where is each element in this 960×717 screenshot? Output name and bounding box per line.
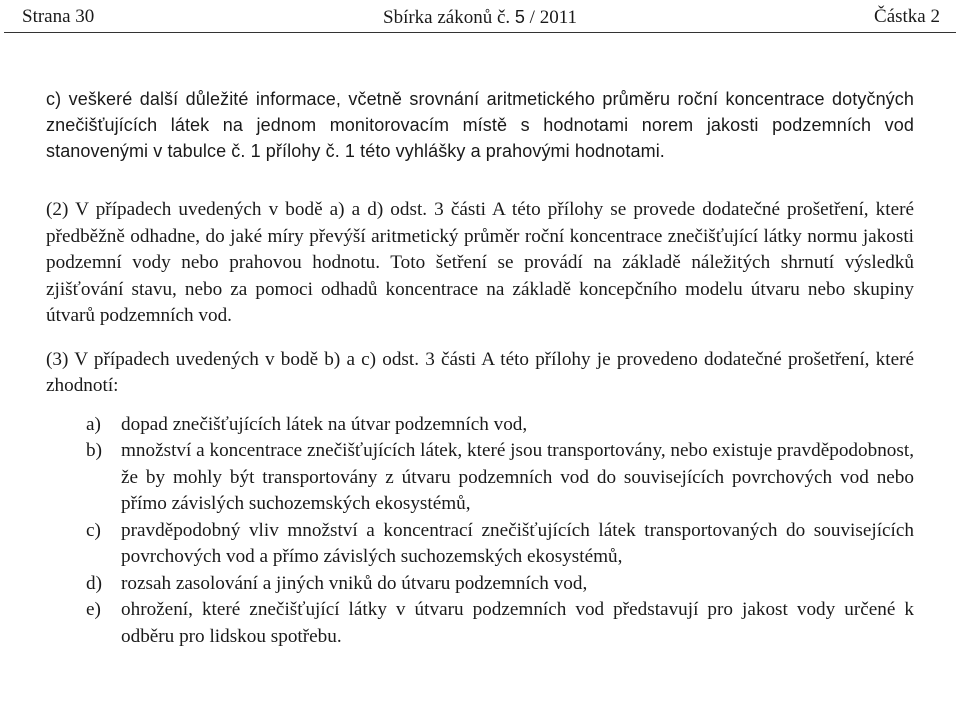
page-number: Strana 30 [22,6,95,27]
list-item-letter: b) [86,440,102,461]
list-item-text: množství a koncentrace znečišťujících látek, které jsou transportovány, nebo existuje pravděpodobnost, že by mohly být transportovány z útvaru podzemních vod do souvisejících povrchových vod nebo přímo závislých suchozemských ekosystémů, [121,440,914,514]
gazette-title-prefix: Sbírka zákonů č. [383,7,511,28]
list-item-text: pravděpodobný vliv množství a koncentrací znečišťujících látek transportovaných do souvisejících povrchových vod a přímo závislých suchozemských ekosystémů, [121,519,914,567]
list-item-letter: a) [86,413,101,435]
list-item [46,518,914,571]
page-header [0,0,960,34]
document-body [46,86,914,650]
list-item [46,412,914,439]
list-item [46,438,914,518]
list-item-text: ohrožení, které znečišťující látky v útvaru podzemních vod představují pro jakost vody určené k odběru pro lidskou spotřebu. [121,599,914,647]
list-item-text: rozsah zasolování a jiných vniků do útvaru podzemních vod, [121,572,588,594]
gazette-year: / 2011 [529,7,577,28]
part-number: Částka 2 [874,6,940,27]
gazette-title [0,0,960,35]
list-item-letter: d) [86,572,102,594]
paragraph-2: (2) V případech uvedených v bodě a) a d) odst. 3 části A této přílohy se provede dodatečné prošetření, které předběžně odhadne, do jaké míry převýší aritmetický průměr roční koncentrace znečišťující látky normu jakosti podzemní vody nebo prahovou hodnotu. Toto šetření se provádí na základě náležitých shrnutí výsledků zjišťování stavu, nebo za pomoci odhadů koncentrace na základě koncepčního modelu útvaru nebo skupiny útvarů podzemních vod. [46,199,914,326]
list-item [46,597,914,650]
paragraph-c: c) veškeré další důležité informace, včetně srovnání aritmetického průměru roční koncentrace dotyčných znečišťujících látek na jednom monitorovacím místě s hodnotami norem jakosti podzemních vod stanovenými v tabulce č. 1 přílohy č. 1 této vyhlášky a prahovými hodnotami. [46,89,914,161]
assessment-list [46,412,914,651]
gazette-issue-number: 5 [514,7,525,27]
list-item-letter: e) [86,599,101,620]
list-item-letter: c) [86,519,101,541]
header-divider [4,32,956,33]
list-item-text: dopad znečišťujících látek na útvar podzemních vod, [121,413,528,435]
list-item [46,571,914,598]
paragraph-3: (3) V případech uvedených v bodě b) a c) odst. 3 části A této přílohy je provedeno dodatečné prošetření, které zhodnotí: [46,348,914,396]
